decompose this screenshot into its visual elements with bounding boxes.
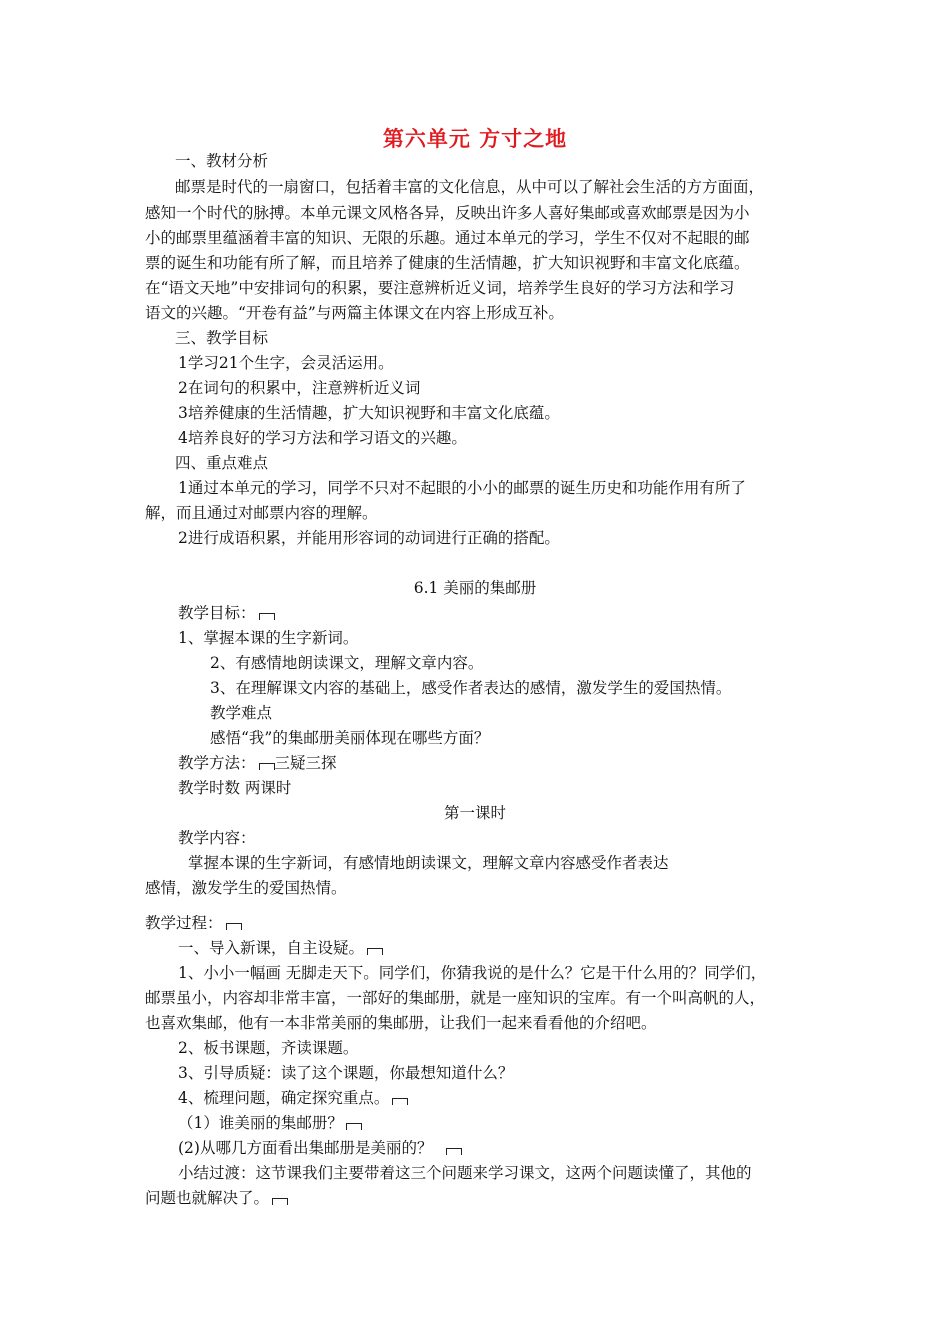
paragraph-line: 票的诞生和功能有所了解，而且培养了健康的生活情趣，扩大知识视野和丰富文化底蕴。 xyxy=(145,254,750,272)
question-line xyxy=(178,1113,362,1133)
paragraph-line: 感知一个时代的脉搏。本单元课文风格各异，反映出许多人喜好集邮或喜欢邮票是因为小 xyxy=(145,204,750,222)
lesson-goal: 1、掌握本课的生字新词。 xyxy=(178,629,359,647)
goal-item: 2在词句的积累中，注意辨析近义词 xyxy=(178,379,421,397)
paragraph-line: 1通过本单元的学习，同学不只对不起眼的小小的邮票的诞生历史和功能作用有所了 xyxy=(178,479,746,497)
goal-item: 1学习21个生字，会灵活运用。 xyxy=(178,354,394,372)
lesson-title: 6.1 美丽的集邮册 xyxy=(413,579,537,597)
return-mark-icon xyxy=(446,1148,462,1155)
paragraph-line: 也喜欢集邮，他有一本非常美丽的集邮册，让我们一起来看看他的介绍吧。 xyxy=(145,1014,657,1032)
process-item: 2、板书课题，齐读课题。 xyxy=(178,1039,359,1057)
paragraph-line: 小结过渡：这节课我们主要带着这三个问题来学习课文，这两个问题读懂了，其他的 xyxy=(178,1164,752,1182)
content-line: 掌握本课的生字新词，有感情地朗读课文，理解文章内容感受作者表达 xyxy=(188,854,669,872)
step-heading: 一、导入新课，自主设疑。 xyxy=(178,939,365,957)
method-line xyxy=(178,753,337,773)
step-heading-line xyxy=(178,938,383,958)
content-line: 感情，激发学生的爱国热情。 xyxy=(145,879,347,897)
period-title: 第一课时 xyxy=(443,804,506,822)
question: （1）谁美丽的集邮册？ xyxy=(178,1114,343,1132)
difficulty-label: 教学难点 xyxy=(210,704,273,722)
return-mark-icon xyxy=(259,763,275,770)
teaching-hours: 教学时数 两课时 xyxy=(178,779,292,797)
process-item: 3、引导质疑：读了这个课题，你最想知道什么？ xyxy=(178,1064,514,1082)
goal-item: 4培养良好的学习方法和学习语文的兴趣。 xyxy=(178,429,467,447)
return-mark-icon xyxy=(226,923,242,930)
paragraph-line: 在“语文天地”中安排词句的积累，要注意辨析近义词，培养学生良好的学习方法和学习 xyxy=(145,279,735,297)
paragraph-line: 1、小小一幅画 无脚走天下。同学们，你猜我说的是什么？它是干什么用的？同学们， xyxy=(178,964,767,982)
process-label: 教学过程： xyxy=(145,914,223,932)
process-label-line xyxy=(145,913,242,933)
return-mark-icon xyxy=(367,948,383,955)
method-value: 三疑三探 xyxy=(274,754,337,772)
goal-item: 3培养健康的生活情趣，扩大知识视野和丰富文化底蕴。 xyxy=(178,404,560,422)
question: (2)从哪几方面看出集邮册是美丽的？ xyxy=(178,1139,433,1157)
return-mark-icon xyxy=(272,1198,288,1205)
section-heading-goals: 三、教学目标 xyxy=(175,329,269,347)
process-item: 4、梳理问题，确定探究重点。 xyxy=(178,1089,390,1107)
question-line xyxy=(178,1138,462,1158)
lesson-goal: 2、有感情地朗读课文，理解文章内容。 xyxy=(210,654,484,672)
paragraph-line: 解，而且通过对邮票内容的理解。 xyxy=(145,504,378,522)
difficulty-text: 感悟“我”的集邮册美丽体现在哪些方面？ xyxy=(210,729,490,747)
paragraph-text: 问题也就解决了。 xyxy=(145,1189,270,1207)
goals-label-line xyxy=(178,603,275,623)
summary-line xyxy=(145,1188,288,1208)
paragraph-line: 小的邮票里蕴涵着丰富的知识、无限的乐趣。通过本单元的学习，学生不仅对不起眼的邮 xyxy=(145,229,750,247)
process-item-line xyxy=(178,1088,408,1108)
content-label: 教学内容： xyxy=(178,829,256,847)
return-mark-icon xyxy=(392,1098,408,1105)
paragraph-line: 邮票是时代的一扇窗口，包括着丰富的文化信息，从中可以了解社会生活的方方面面， xyxy=(175,178,765,196)
paragraph-line: 邮票虽小，内容却非常丰富，一部好的集邮册，就是一座知识的宝库。有一个叫高帆的人， xyxy=(145,989,766,1007)
goals-label: 教学目标： xyxy=(178,604,256,622)
method-label: 教学方法： xyxy=(178,754,256,772)
lesson-goal: 3、在理解课文内容的基础上，感受作者表达的感情，激发学生的爱国热情。 xyxy=(210,679,732,697)
paragraph-line: 2进行成语积累，并能用形容词的动词进行正确的搭配。 xyxy=(178,529,560,547)
unit-title: 第六单元 方寸之地 xyxy=(382,126,568,151)
return-mark-icon xyxy=(346,1123,362,1130)
section-heading-analysis: 一、教材分析 xyxy=(175,152,269,170)
section-heading-key-points: 四、重点难点 xyxy=(175,454,269,472)
paragraph-line: 语文的兴趣。“开卷有益”与两篇主体课文在内容上形成互补。 xyxy=(145,304,564,322)
return-mark-icon xyxy=(259,613,275,620)
